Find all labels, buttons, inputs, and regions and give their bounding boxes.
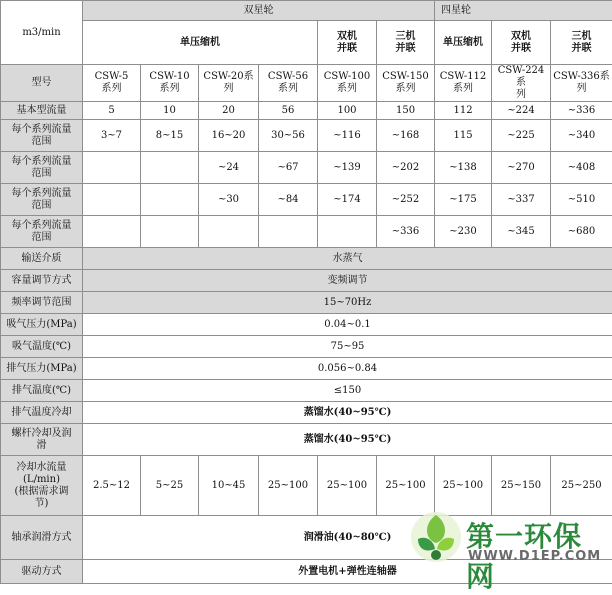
flow-cell: 16~20 [199, 120, 259, 152]
dual-parallel-header: 双机 并联 [318, 21, 377, 65]
model-cell: CSW-112 系列 [435, 65, 492, 102]
flow-cell: 3~7 [83, 120, 141, 152]
cooling-cell: 25~150 [492, 456, 551, 516]
flow-cell: ~340 [551, 120, 612, 152]
model-cell: CSW-20系 列 [199, 65, 259, 102]
capacity-regulation-row [1, 270, 612, 292]
model-row [1, 65, 612, 102]
flow-label: 每个系列流量 范围 [1, 216, 83, 248]
flow-cell: ~336 [551, 102, 612, 120]
flow-cell: ~270 [492, 152, 551, 184]
flow-cell: ~168 [377, 120, 435, 152]
flow-cell [83, 152, 141, 184]
flow-cell: 8~15 [141, 120, 199, 152]
row-value: 蒸馏水(40~95℃) [83, 402, 612, 424]
flow-cell: ~408 [551, 152, 612, 184]
flow-cell [141, 152, 199, 184]
flow-label: 基本型流量 [1, 102, 83, 120]
flow-row [1, 216, 612, 248]
flow-cell: 5 [83, 102, 141, 120]
flow-cell: 150 [377, 102, 435, 120]
flow-cell: ~224 [492, 102, 551, 120]
flow-cell: ~225 [492, 120, 551, 152]
model-label: 型号 [1, 65, 83, 102]
row-label: 排气压力(MPa) [1, 358, 83, 380]
single-compressor-4-header: 单压缩机 [435, 21, 492, 65]
row-label: 频率调节范围 [1, 292, 83, 314]
site-watermark [408, 509, 608, 571]
model-cell: CSW-336系 列 [551, 65, 612, 102]
flow-label: 每个系列流量 范围 [1, 184, 83, 216]
flow-cell [141, 184, 199, 216]
single-compressor-header: 单压缩机 [83, 21, 318, 65]
row-value: 润滑油(40~80℃) [83, 516, 612, 560]
flow-cell: ~510 [551, 184, 612, 216]
flow-cell: ~138 [435, 152, 492, 184]
row-value: 75~95 [83, 336, 612, 358]
flow-row [1, 102, 612, 120]
cooling-water-row [1, 456, 612, 516]
flow-cell: ~24 [199, 152, 259, 184]
flow-cell: ~116 [318, 120, 377, 152]
dual-parallel-4-header: 双机 并联 [492, 21, 551, 65]
watermark-url: WWW.D1EP.COM [468, 549, 601, 564]
model-cell: CSW-56 系列 [259, 65, 318, 102]
cooling-cell: 25~100 [377, 456, 435, 516]
model-cell: CSW-150 系列 [377, 65, 435, 102]
flow-cell: 112 [435, 102, 492, 120]
flow-cell: ~202 [377, 152, 435, 184]
row-label: 螺杆冷却及润 滑 [1, 424, 83, 456]
row-value: 蒸馏水(40~95℃) [83, 424, 612, 456]
flow-cell: ~67 [259, 152, 318, 184]
flow-cell [199, 216, 259, 248]
model-cell: CSW-100 系列 [318, 65, 377, 102]
flow-cell [141, 216, 199, 248]
flow-cell: ~175 [435, 184, 492, 216]
row-value: 外置电机+弹性连轴器 [83, 560, 612, 584]
flow-cell [83, 216, 141, 248]
row-value: ≤150 [83, 380, 612, 402]
frequency-range-row [1, 292, 612, 314]
flow-row [1, 152, 612, 184]
cooling-cell: 25~100 [318, 456, 377, 516]
row-label: 排气温度冷却 [1, 402, 83, 424]
triple-parallel-4-header: 三机 并联 [551, 21, 612, 65]
flow-cell: ~230 [435, 216, 492, 248]
suction-temperature-row [1, 336, 612, 358]
flow-row [1, 184, 612, 216]
flow-cell: ~84 [259, 184, 318, 216]
flow-cell: ~174 [318, 184, 377, 216]
flow-cell: ~336 [377, 216, 435, 248]
model-cell: CSW-224系 列 [492, 65, 551, 102]
flow-cell: 115 [435, 120, 492, 152]
row-value: 15~70Hz [83, 292, 612, 314]
row-value: 0.04~0.1 [83, 314, 612, 336]
cooling-cell: 25~100 [435, 456, 492, 516]
medium-row [1, 248, 612, 270]
flow-cell: 10 [141, 102, 199, 120]
row-label: 驱动方式 [1, 560, 83, 584]
flow-cell: ~30 [199, 184, 259, 216]
suction-pressure-row [1, 314, 612, 336]
row-label: 容量调节方式 [1, 270, 83, 292]
cooling-cell: 5~25 [141, 456, 199, 516]
flow-cell [259, 216, 318, 248]
cooling-cell: 25~100 [259, 456, 318, 516]
flow-cell: 20 [199, 102, 259, 120]
flow-cell: 56 [259, 102, 318, 120]
row-value: 水蒸气 [83, 248, 612, 270]
row-label: 吸气温度(℃) [1, 336, 83, 358]
flow-cell: 30~56 [259, 120, 318, 152]
flow-cell: ~139 [318, 152, 377, 184]
twin-star-header: 双星轮 [83, 1, 435, 21]
cooling-water-label: 冷却水流量 (L/min) (根据需求调 节) [1, 456, 83, 516]
leaf-logo-icon [408, 509, 464, 565]
row-value: 变频调节 [83, 270, 612, 292]
row-value: 0.056~0.84 [83, 358, 612, 380]
unit-cell: m3/min [1, 1, 83, 65]
flow-cell: ~345 [492, 216, 551, 248]
flow-cell [83, 184, 141, 216]
flow-label: 每个系列流量 范围 [1, 120, 83, 152]
triple-parallel-header: 三机 并联 [377, 21, 435, 65]
model-cell: CSW-10 系列 [141, 65, 199, 102]
flow-cell: ~337 [492, 184, 551, 216]
discharge-pressure-row [1, 358, 612, 380]
flow-cell [318, 216, 377, 248]
model-cell: CSW-5 系列 [83, 65, 141, 102]
row-label: 吸气压力(MPa) [1, 314, 83, 336]
four-star-header: 四星轮 [435, 1, 612, 21]
cooling-cell: 2.5~12 [83, 456, 141, 516]
cooling-cell: 25~250 [551, 456, 612, 516]
cooling-cell: 10~45 [199, 456, 259, 516]
row-label: 输送介质 [1, 248, 83, 270]
watermark-text: 第一环保网 [466, 515, 608, 595]
row-label: 排气温度(℃) [1, 380, 83, 402]
discharge-cooling-row [1, 402, 612, 424]
row-label: 轴承润滑方式 [1, 516, 83, 560]
flow-cell: ~680 [551, 216, 612, 248]
discharge-temperature-row [1, 380, 612, 402]
screw-cooling-row [1, 424, 612, 456]
flow-row [1, 120, 612, 152]
flow-cell: 100 [318, 102, 377, 120]
flow-cell: ~252 [377, 184, 435, 216]
flow-label: 每个系列流量 范围 [1, 152, 83, 184]
